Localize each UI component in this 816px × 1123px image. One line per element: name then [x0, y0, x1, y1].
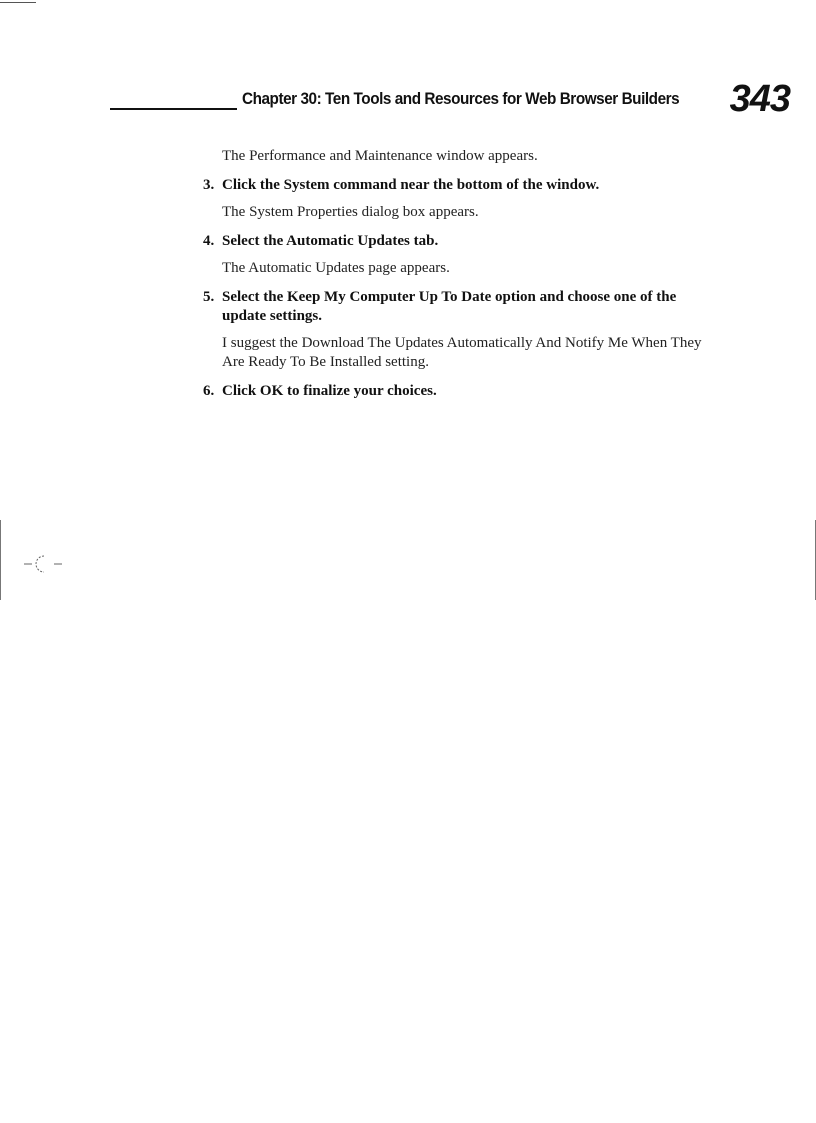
step-item: [203, 288, 723, 326]
step-instruction: Click the System command near the bottom of the window.: [222, 177, 600, 193]
intro-paragraph: The Performance and Maintenance window appears.: [222, 148, 538, 164]
step-number: 3.: [203, 177, 215, 193]
step-instruction: Click OK to finalize your choices.: [222, 383, 437, 399]
step-result: The System Properties dialog box appears.: [222, 204, 479, 220]
step-result: I suggest the Download The Updates Automatically And Notify Me When They Are Ready To Be Installed setting.: [222, 335, 702, 370]
registration-mark-icon: [24, 552, 68, 576]
crop-mark-left: [0, 520, 1, 600]
step-result: The Automatic Updates page appears.: [222, 260, 450, 276]
step-instruction: Select the Keep My Computer Up To Date option and choose one of the update settings.: [222, 289, 677, 324]
step-item: [203, 232, 723, 251]
crop-mark-top: [0, 2, 36, 3]
chapter-title: Chapter 30: Ten Tools and Resources for Web Browser Builders: [242, 89, 680, 108]
step-item: [203, 382, 723, 401]
step-number: 4.: [203, 233, 215, 249]
header-rule: [110, 108, 237, 110]
main-content: [203, 147, 723, 409]
step-number: 6.: [203, 383, 215, 399]
step-item: [203, 176, 723, 195]
page-number: 343: [729, 78, 790, 120]
step-number: 5.: [203, 289, 215, 305]
running-header: [110, 80, 800, 120]
step-instruction: Select the Automatic Updates tab.: [222, 233, 439, 249]
